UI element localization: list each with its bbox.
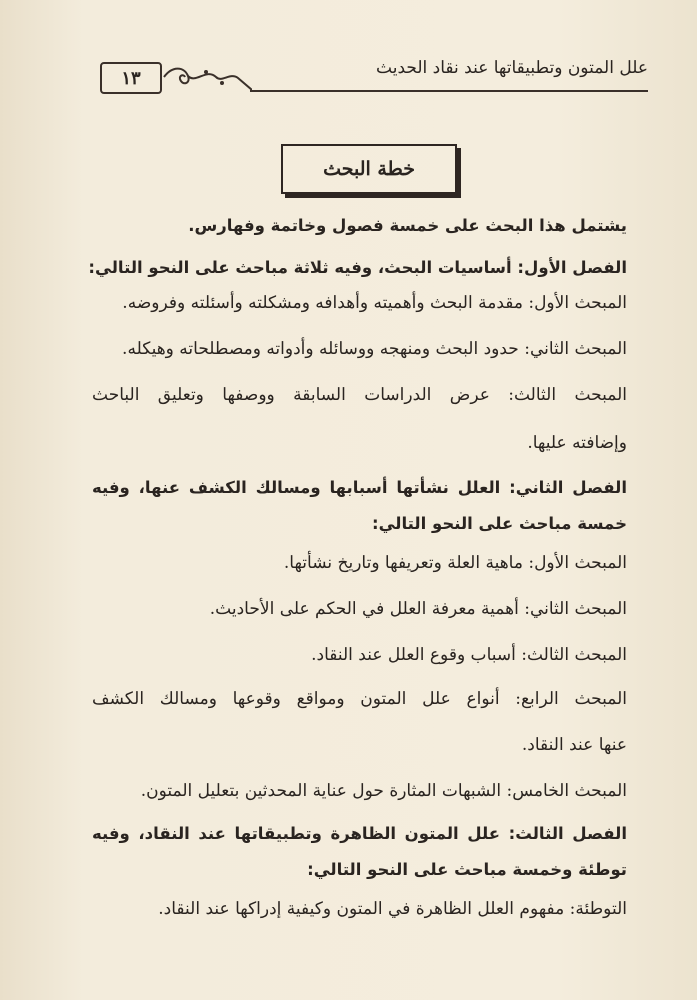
text-line: المبحث الخامس: الشبهات المثارة حول عناية المحدثين بتعليل المتون. xyxy=(140,781,627,801)
header-title: علل المتون وتطبيقاتها عند نقاد الحديث xyxy=(376,58,648,78)
intro-line: يشتمل هذا البحث على خمسة فصول وخاتمة وفهارس. xyxy=(188,216,627,235)
chapter-2-title: الفصل الثاني: العلل نشأتها أسبابها ومسالك الكشف عنها، وفيه xyxy=(92,478,627,497)
text-line: المبحث الأول: ماهية العلة وتعريفها وتاريخ نشأتها. xyxy=(283,553,627,573)
ornament-flourish-icon xyxy=(162,64,252,90)
text-line: المبحث الثاني: حدود البحث ومنهجه ووسائله وأدواته ومصطلحاته وهيكله. xyxy=(122,339,627,359)
text-line: المبحث الثالث: أسباب وقوع العلل عند النقاد. xyxy=(311,645,627,665)
chapter-2-title-cont: خمسة مباحث على النحو التالي: xyxy=(371,514,627,533)
chapter-3-title-cont: توطئة وخمسة مباحث على النحو التالي: xyxy=(307,860,627,879)
page-number: ١٣ xyxy=(121,67,141,89)
text-line: وإضافته عليها. xyxy=(527,433,627,453)
header-rule xyxy=(250,90,648,92)
text-line: عنها عند النقاد. xyxy=(521,735,627,755)
text-line: التوطئة: مفهوم العلل الظاهرة في المتون وكيفية إدراكها عند النقاد. xyxy=(158,899,627,919)
text-line: المبحث الرابع: أنواع علل المتون ومواقع وقوعها ومسالك الكشف xyxy=(92,689,627,709)
chapter-3-title: الفصل الثالث: علل المتون الظاهرة وتطبيقاتها عند النقاد، وفيه xyxy=(92,824,627,843)
text-line: المبحث الثالث: عرض الدراسات السابقة ووصفها وتعليق الباحث xyxy=(92,385,627,405)
text-line: المبحث الثاني: أهمية معرفة العلل في الحكم على الأحاديث. xyxy=(209,599,627,619)
running-header xyxy=(100,58,648,100)
section-heading: خطة البحث xyxy=(281,144,457,194)
chapter-1-title: الفصل الأول: أساسيات البحث، وفيه ثلاثة مباحث على النحو التالي: xyxy=(88,258,627,277)
page-number-box xyxy=(100,62,162,94)
text-line: المبحث الأول: مقدمة البحث وأهميته وأهدافه ومشكلته وأسئلته وفروضه. xyxy=(122,293,627,313)
